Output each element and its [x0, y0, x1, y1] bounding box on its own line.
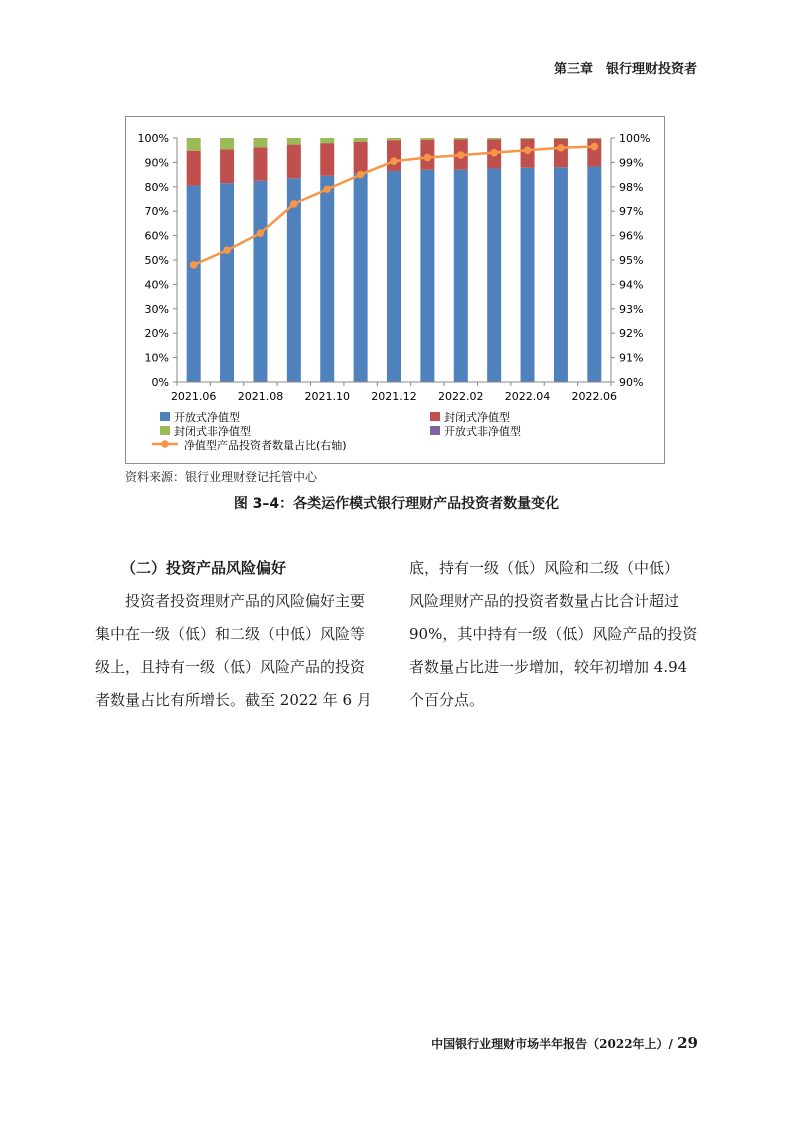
- footer-report-title: 中国银行业理财市场半年报告（2022年上）/: [431, 1037, 678, 1051]
- line-point: [424, 154, 432, 162]
- bar-segment: [521, 138, 535, 139]
- legend-swatch: [160, 426, 170, 435]
- chart-frame: [125, 116, 665, 464]
- line-point: [390, 157, 398, 165]
- line-point: [457, 151, 465, 159]
- y-left-tick-label: 40%: [144, 278, 169, 292]
- bar-segment: [320, 143, 334, 176]
- line-point: [190, 261, 198, 269]
- y-left-tick-label: 50%: [144, 254, 169, 267]
- line-point: [557, 144, 565, 152]
- bar-segment: [354, 173, 368, 382]
- y-right-tick-label: 100%: [619, 132, 651, 145]
- y-right-tick-label: 91%: [619, 351, 644, 365]
- line-point: [524, 146, 532, 154]
- bar-segment: [454, 170, 468, 382]
- bar-segment: [220, 183, 234, 382]
- bar-segment: [487, 169, 501, 383]
- bar-segment: [220, 149, 234, 183]
- line-point: [591, 143, 599, 151]
- legend-marker: [161, 440, 169, 448]
- line-point: [290, 200, 298, 208]
- y-left-tick-label: 100%: [137, 132, 169, 145]
- x-tick-label: 2021.08: [237, 390, 284, 403]
- body-right-column: [409, 552, 701, 717]
- bar-segment: [554, 139, 568, 167]
- bar-segment: [253, 148, 267, 181]
- x-tick-label: 2021.12: [371, 390, 417, 403]
- bar-segment: [287, 145, 301, 179]
- y-left-tick-label: 60%: [144, 229, 169, 243]
- y-right-tick-label: 99%: [619, 156, 644, 170]
- bar-segment: [253, 181, 267, 382]
- line-point: [257, 229, 265, 237]
- y-right-tick-label: 97%: [619, 205, 644, 219]
- bar-segment: [387, 140, 401, 171]
- line-point: [490, 149, 498, 157]
- y-left-tick-label: 30%: [144, 302, 169, 316]
- source-note: 资料来源：银行业理财登记托管中心: [125, 470, 318, 484]
- bar-segment: [187, 138, 201, 151]
- y-right-tick-label: 93%: [619, 302, 644, 316]
- bar-segment: [187, 151, 201, 186]
- y-left-tick-label: 0%: [151, 376, 169, 389]
- bar-segment: [587, 167, 601, 382]
- section-heading: （二）投资产品风险偏好: [121, 559, 287, 577]
- figure-caption: 图 3–4：各类运作模式银行理财产品投资者数量变化: [233, 496, 560, 512]
- left-line: 者数量占比有所增长。截至 2022 年 6 月: [95, 691, 372, 709]
- y-right-tick-label: 94%: [619, 278, 644, 292]
- y-left-tick-label: 10%: [144, 351, 169, 365]
- body-left-column: [95, 552, 387, 717]
- bar-segment: [487, 138, 501, 139]
- line-point: [223, 246, 231, 254]
- y-right-tick-label: 90%: [619, 376, 644, 389]
- bar-segment: [220, 138, 234, 149]
- bar-segment: [253, 138, 267, 148]
- x-tick-label: 2022.04: [504, 390, 551, 403]
- right-line: 风险理财产品的投资者数量占比合计超过: [409, 592, 680, 610]
- bar-segment: [187, 186, 201, 382]
- legend-swatch: [430, 412, 440, 421]
- bar-segment: [587, 138, 601, 139]
- line-point: [323, 185, 331, 193]
- x-tick-label: 2022.06: [571, 390, 618, 403]
- bar-segment: [287, 138, 301, 145]
- bar-segment: [354, 138, 368, 142]
- right-line: 90%，其中持有一级（低）风险产品的投资: [409, 625, 698, 643]
- legend-label: 开放式非净值型: [444, 425, 521, 438]
- right-line: 个百分点。: [409, 691, 485, 709]
- y-right-tick-label: 92%: [619, 327, 644, 341]
- legend-label: 封闭式净值型: [444, 411, 510, 424]
- x-tick-label: 2021.10: [304, 390, 350, 403]
- y-right-tick-label: 95%: [619, 254, 644, 267]
- bar-segment: [387, 171, 401, 382]
- y-right-tick-label: 96%: [619, 229, 644, 243]
- legend-swatch: [160, 412, 170, 421]
- legend-swatch: [430, 426, 440, 435]
- page-number: 29: [677, 1034, 698, 1052]
- bar-segment: [354, 142, 368, 174]
- bar-segment: [387, 138, 401, 140]
- right-line: 者数量占比进一步增加，较年初增加 4.94: [409, 658, 688, 676]
- bar-segment: [320, 176, 334, 382]
- y-left-tick-label: 20%: [144, 327, 169, 341]
- y-left-tick-label: 90%: [144, 156, 169, 170]
- bar-segment: [554, 167, 568, 382]
- left-line: 投资者投资理财产品的风险偏好主要: [125, 592, 366, 610]
- left-line: 级上，且持有一级（低）风险产品的投资: [95, 658, 366, 676]
- x-tick-label: 2022.02: [438, 390, 484, 403]
- legend-label: 净值型产品投资者数量占比(右轴): [184, 439, 347, 452]
- line-point: [357, 171, 365, 179]
- bar-segment: [320, 138, 334, 143]
- stacked-bar-line-chart: [126, 117, 664, 463]
- legend-label: 开放式净值型: [174, 411, 240, 424]
- running-header: 第三章 银行理财投资者: [553, 62, 697, 77]
- bar-segment: [554, 138, 568, 139]
- y-left-tick-label: 80%: [144, 180, 169, 194]
- left-line: 集中在一级（低）和二级（中低）风险等: [95, 625, 366, 643]
- y-left-tick-label: 70%: [144, 205, 169, 219]
- bar-segment: [420, 138, 434, 140]
- bar-segment: [454, 138, 468, 139]
- x-tick-label: 2021.06: [170, 390, 217, 403]
- right-line: 底，持有一级（低）风险和二级（中低）: [409, 559, 680, 577]
- y-right-tick-label: 98%: [619, 180, 644, 194]
- legend-label: 封闭式非净值型: [174, 425, 251, 438]
- bar-segment: [521, 168, 535, 382]
- bar-segment: [420, 170, 434, 382]
- page-footer: [431, 1034, 698, 1052]
